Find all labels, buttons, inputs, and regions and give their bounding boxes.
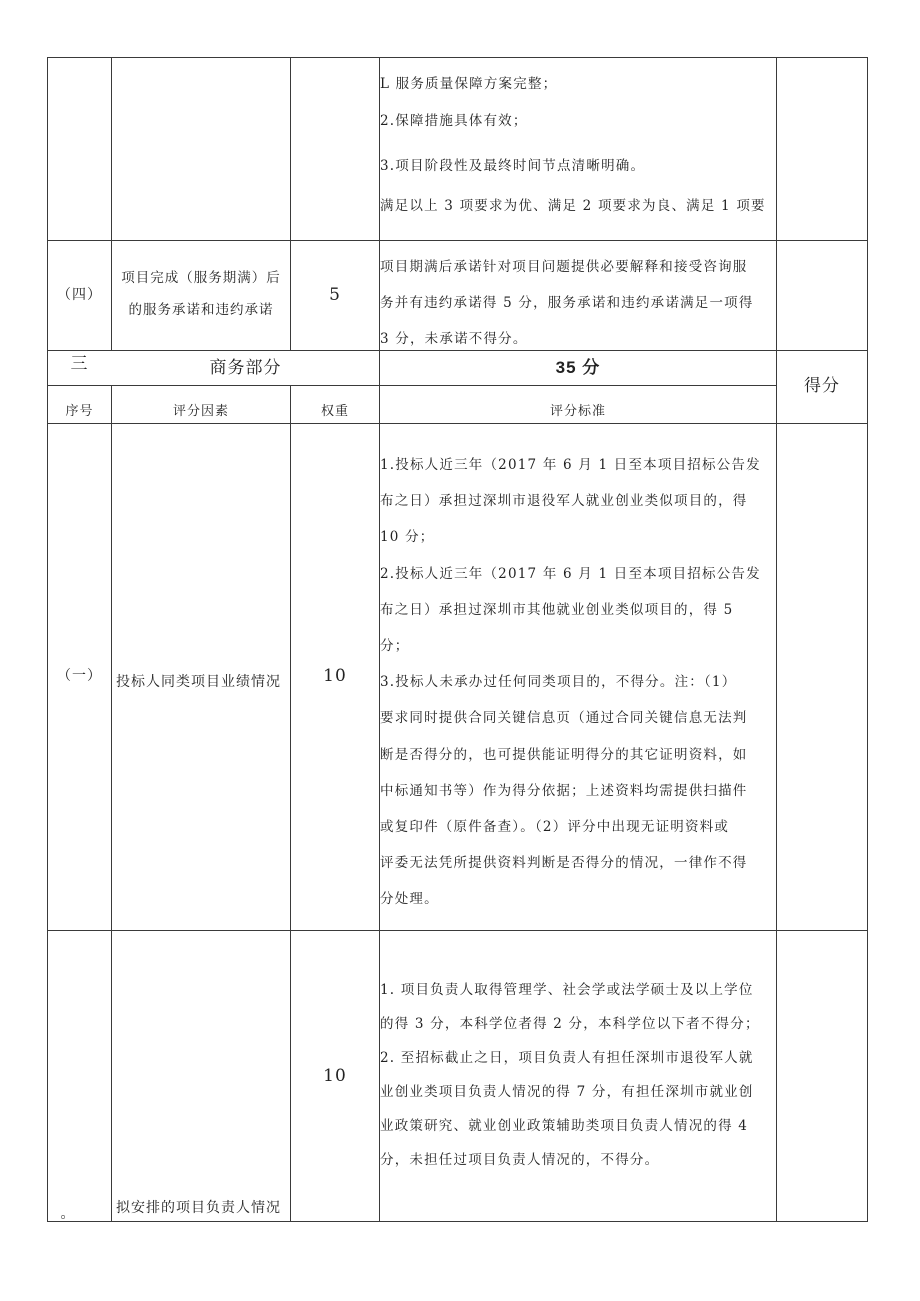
criteria-line: 中标通知书等）作为得分依据；上述资料均需提供扫描件 bbox=[380, 782, 748, 799]
criteria-line: 3 分，未承诺不得分。 bbox=[380, 331, 528, 347]
criteria-line: 10 分； bbox=[380, 529, 435, 546]
criteria-cell bbox=[380, 249, 774, 357]
criteria-line: 要求同时提供合同关键信息页（通过合同关键信息无法判 bbox=[380, 710, 748, 727]
criteria-line: 分，未担任过项目负责人情况的，不得分。 bbox=[380, 1152, 660, 1168]
criteria-line: 的得 3 分，本科学位者得 2 分，本科学位以下者不得分； bbox=[380, 1016, 760, 1032]
criteria-line: 业创业类项目负责人情况的得 7 分，有担任深圳市就业创 bbox=[380, 1084, 754, 1100]
criteria-line: 布之日）承担过深圳市其他就业创业类似项目的，得 5 bbox=[380, 601, 734, 618]
criteria-line: L 服务质量保障方案完整； bbox=[380, 76, 558, 92]
header-criteria: 评分标准 bbox=[549, 404, 606, 419]
factor-line: 项目完成（服务期满）后 bbox=[121, 270, 281, 286]
row-divider bbox=[47, 930, 868, 931]
row-index: （四） bbox=[57, 287, 102, 303]
section-index: 三 bbox=[70, 354, 89, 374]
criteria-line: 分处理。 bbox=[380, 891, 439, 908]
criteria-line: 业政策研究、就业创业政策辅助类项目负责人情况的得 4 bbox=[380, 1118, 749, 1134]
table-border-left bbox=[47, 57, 48, 1222]
factor-line: 的服务承诺和违约承诺 bbox=[128, 302, 274, 318]
criteria-line: 满足以上 3 项要求为优、满足 2 项要求为良、满足 1 项要 bbox=[380, 198, 766, 214]
column-divider bbox=[290, 385, 291, 1222]
criteria-line: 1. 项目负责人取得管理学、社会学或法学硕士及以上学位 bbox=[380, 982, 754, 998]
factor-cell bbox=[112, 262, 290, 326]
header-factor: 评分因素 bbox=[172, 404, 229, 419]
criteria-line: 评委无法凭所提供资料判断是否得分的情况，一律作不得 bbox=[380, 855, 748, 872]
row-index: 。 bbox=[60, 1206, 76, 1222]
criteria-line: 断是否得分的，也可提供能证明得分的其它证明资料，如 bbox=[380, 746, 748, 763]
column-divider bbox=[776, 57, 777, 1222]
table-border-right bbox=[867, 57, 868, 1222]
row-divider bbox=[47, 240, 868, 241]
criteria-line: 1.投标人近三年（2017 年 6 月 1 日至本项目招标公告发 bbox=[380, 457, 761, 473]
weight-cell: 5 bbox=[329, 285, 341, 305]
criteria-cell bbox=[380, 66, 774, 240]
criteria-cell bbox=[380, 973, 774, 1177]
header-index: 序号 bbox=[65, 404, 94, 419]
weight-cell: 10 bbox=[323, 666, 347, 686]
row-index: （一） bbox=[57, 668, 102, 684]
criteria-line: 2. 至招标截止之日，项目负责人有担任深圳市退役军人就 bbox=[380, 1050, 754, 1066]
column-divider bbox=[111, 385, 112, 1222]
criteria-line: 2.保障措施具体有效； bbox=[380, 113, 528, 129]
header-weight: 权重 bbox=[320, 404, 349, 419]
criteria-cell bbox=[380, 447, 774, 918]
factor-cell: 投标人同类项目业绩情况 bbox=[116, 674, 281, 690]
score-header: 得分 bbox=[804, 376, 840, 396]
criteria-line: 布之日）承担过深圳市退役军人就业创业类似项目的，得 bbox=[380, 493, 748, 510]
criteria-line: 或复印件（原件备查）。（2）评分中出现无证明资料或 bbox=[380, 819, 730, 836]
criteria-line: 3.投标人未承办过任何同类项目的，不得分。注：（1） bbox=[380, 674, 737, 691]
weight-cell: 10 bbox=[323, 1066, 347, 1086]
criteria-line: 分； bbox=[380, 638, 410, 655]
table-border-top bbox=[47, 57, 868, 58]
criteria-line: 项目期满后承诺针对项目问题提供必要解释和接受咨询服 bbox=[380, 259, 748, 275]
criteria-line: 2.投标人近三年（2017 年 6 月 1 日至本项目招标公告发 bbox=[380, 565, 761, 582]
factor-cell: 拟安排的项目负责人情况 bbox=[116, 1200, 281, 1216]
section-title: 商务部分 bbox=[209, 358, 282, 378]
section-points: 35 分 bbox=[555, 358, 601, 377]
criteria-line: 务并有违约承诺得 5 分，服务承诺和违约承诺满足一项得 bbox=[380, 295, 754, 311]
criteria-line: 3.项目阶段性及最终时间节点清晰明确。 bbox=[380, 158, 646, 174]
